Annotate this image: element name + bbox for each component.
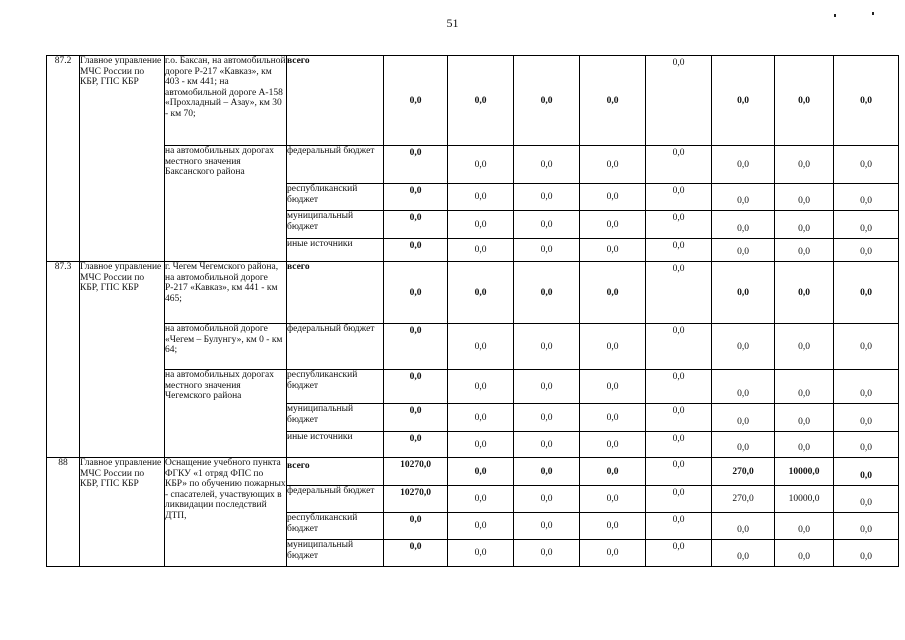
measure-description: Оснащение учебного пункта ФГКУ «1 отряд ФПС по КБР» по обучению пожарных - спасателей, участвующих в ликвидации последствий ДТП, (165, 458, 287, 567)
funding-source: республиканский бюджет (287, 184, 384, 211)
value-cell: 10000,0 (775, 486, 834, 513)
value-total: 0,0 (384, 324, 448, 370)
value-cell: 0,0 (448, 239, 514, 262)
value-cell: 0,0 (448, 56, 514, 146)
value-total: 0,0 (384, 370, 448, 404)
value-cell: 0,0 (646, 458, 712, 486)
row-number: 87.3 (47, 262, 80, 458)
value-cell: 0,0 (712, 184, 775, 211)
table-row (47, 56, 899, 146)
value-cell: 0,0 (646, 239, 712, 262)
value-cell: 0,0 (514, 262, 580, 324)
value-cell: 0,0 (580, 146, 646, 184)
value-cell: 0,0 (646, 486, 712, 513)
value-cell: 0,0 (834, 211, 899, 239)
responsible-org: Главное управление МЧС России по КБР, ГПС КБР (80, 262, 165, 458)
value-cell: 0,0 (834, 458, 899, 486)
value-cell: 0,0 (775, 239, 834, 262)
funding-source: всего (287, 56, 384, 146)
value-cell: 0,0 (514, 184, 580, 211)
value-cell: 0,0 (646, 184, 712, 211)
value-total: 0,0 (384, 432, 448, 458)
value-cell: 0,0 (580, 486, 646, 513)
value-cell: 0,0 (580, 184, 646, 211)
funding-source: всего (287, 458, 384, 486)
value-cell: 0,0 (834, 146, 899, 184)
value-cell: 0,0 (514, 211, 580, 239)
funding-source: муниципальный бюджет (287, 540, 384, 567)
value-cell: 0,0 (580, 513, 646, 540)
table-row (47, 324, 899, 370)
value-cell: 0,0 (580, 540, 646, 567)
value-cell: 0,0 (580, 56, 646, 146)
value-cell: 0,0 (834, 184, 899, 211)
value-cell: 0,0 (580, 458, 646, 486)
value-cell: 0,0 (775, 404, 834, 432)
value-cell: 0,0 (775, 324, 834, 370)
value-cell: 0,0 (834, 262, 899, 324)
table-row (47, 370, 899, 404)
value-cell: 0,0 (834, 370, 899, 404)
value-cell: 0,0 (514, 404, 580, 432)
value-cell: 0,0 (646, 513, 712, 540)
measure-description: на автомобильных дорогах местного значения Баксанского района (165, 146, 287, 262)
value-cell: 0,0 (448, 324, 514, 370)
funding-source: всего (287, 262, 384, 324)
value-cell: 0,0 (514, 432, 580, 458)
funding-source: иные источники (287, 239, 384, 262)
funding-source: федеральный бюджет (287, 146, 384, 184)
value-cell: 0,0 (514, 486, 580, 513)
value-cell: 0,0 (834, 513, 899, 540)
value-cell: 270,0 (712, 486, 775, 513)
value-cell: 0,0 (712, 540, 775, 567)
value-total: 0,0 (384, 262, 448, 324)
responsible-org: Главное управление МЧС России по КБР, ГПС КБР (80, 56, 165, 262)
value-total: 0,0 (384, 239, 448, 262)
value-cell: 0,0 (448, 184, 514, 211)
value-cell: 0,0 (646, 432, 712, 458)
row-number: 88 (47, 458, 80, 567)
measure-description: на автомобильных дорогах местного значения Чегемского района (165, 370, 287, 458)
value-cell: 0,0 (712, 146, 775, 184)
value-cell: 0,0 (514, 513, 580, 540)
value-cell: 0,0 (448, 370, 514, 404)
measure-description: на автомобильной дороге «Чегем – Булунгу», км 0 - км 64; (165, 324, 287, 370)
funding-source: муниципальный бюджет (287, 404, 384, 432)
table-row (47, 146, 899, 184)
value-cell: 0,0 (448, 404, 514, 432)
value-cell: 0,0 (646, 56, 712, 146)
value-total: 0,0 (384, 540, 448, 567)
value-cell: 0,0 (448, 211, 514, 239)
value-cell: 0,0 (775, 513, 834, 540)
value-cell: 0,0 (775, 262, 834, 324)
value-cell: 0,0 (514, 56, 580, 146)
value-cell: 0,0 (580, 262, 646, 324)
value-cell: 0,0 (580, 404, 646, 432)
value-cell: 0,0 (646, 404, 712, 432)
value-cell: 0,0 (712, 404, 775, 432)
value-cell: 0,0 (448, 540, 514, 567)
value-cell: 0,0 (775, 432, 834, 458)
page-number: 51 (446, 16, 459, 30)
value-cell: 0,0 (834, 432, 899, 458)
value-cell: 0,0 (646, 540, 712, 567)
budget-table (46, 55, 899, 567)
value-total: 0,0 (384, 404, 448, 432)
value-cell: 0,0 (712, 432, 775, 458)
value-cell: 0,0 (514, 458, 580, 486)
value-cell: 0,0 (580, 211, 646, 239)
value-cell: 0,0 (646, 324, 712, 370)
measure-description: г.о. Баксан, на автомобильной дороге Р-217 «Кавказ», км 403 - км 441; на автомобильной дороге А-158 «Прохладный – Азау», км 30 - км 70; (165, 56, 287, 146)
value-cell: 0,0 (775, 540, 834, 567)
value-cell: 0,0 (834, 324, 899, 370)
value-cell: 0,0 (775, 370, 834, 404)
measure-description: г. Чегем Чегемского района, на автомобильной дороге Р-217 «Кавказ», км 441 - км 465; (165, 262, 287, 324)
value-cell: 10000,0 (775, 458, 834, 486)
funding-source: иные источники (287, 432, 384, 458)
value-cell: 0,0 (514, 239, 580, 262)
scan-marks (832, 12, 882, 20)
value-cell: 0,0 (646, 211, 712, 239)
funding-source: федеральный бюджет (287, 486, 384, 513)
value-cell: 0,0 (448, 486, 514, 513)
value-cell: 0,0 (834, 56, 899, 146)
row-number: 87.2 (47, 56, 80, 262)
value-cell: 0,0 (712, 262, 775, 324)
value-cell: 0,0 (646, 262, 712, 324)
value-cell: 0,0 (580, 370, 646, 404)
funding-source: федеральный бюджет (287, 324, 384, 370)
value-cell: 0,0 (448, 262, 514, 324)
value-cell: 0,0 (712, 370, 775, 404)
value-cell: 0,0 (712, 513, 775, 540)
value-cell: 0,0 (834, 540, 899, 567)
value-cell: 0,0 (834, 486, 899, 513)
value-cell: 0,0 (514, 540, 580, 567)
value-total: 10270,0 (384, 458, 448, 486)
value-cell: 0,0 (514, 370, 580, 404)
value-cell: 0,0 (646, 370, 712, 404)
funding-source: муниципальный бюджет (287, 211, 384, 239)
value-cell: 0,0 (775, 56, 834, 146)
value-cell: 0,0 (834, 239, 899, 262)
value-cell: 0,0 (448, 513, 514, 540)
value-total: 0,0 (384, 56, 448, 146)
value-cell: 0,0 (448, 146, 514, 184)
value-cell: 0,0 (712, 211, 775, 239)
value-cell: 0,0 (514, 146, 580, 184)
value-cell: 0,0 (775, 211, 834, 239)
value-cell: 0,0 (712, 239, 775, 262)
value-total: 0,0 (384, 211, 448, 239)
value-cell: 0,0 (580, 432, 646, 458)
value-cell: 0,0 (775, 184, 834, 211)
value-total: 0,0 (384, 146, 448, 184)
value-cell: 0,0 (712, 324, 775, 370)
value-cell: 0,0 (775, 146, 834, 184)
table-row (47, 262, 899, 324)
value-cell: 0,0 (448, 458, 514, 486)
value-cell: 270,0 (712, 458, 775, 486)
value-cell: 0,0 (514, 324, 580, 370)
responsible-org: Главное управление МЧС России по КБР, ГПС КБР (80, 458, 165, 567)
value-cell: 0,0 (448, 432, 514, 458)
value-cell: 0,0 (834, 404, 899, 432)
value-total: 10270,0 (384, 486, 448, 513)
value-cell: 0,0 (580, 324, 646, 370)
value-cell: 0,0 (580, 239, 646, 262)
table-row (47, 458, 899, 486)
value-total: 0,0 (384, 513, 448, 540)
value-total: 0,0 (384, 184, 448, 211)
value-cell: 0,0 (712, 56, 775, 146)
funding-source: республиканский бюджет (287, 370, 384, 404)
funding-source: республиканский бюджет (287, 513, 384, 540)
value-cell: 0,0 (646, 146, 712, 184)
